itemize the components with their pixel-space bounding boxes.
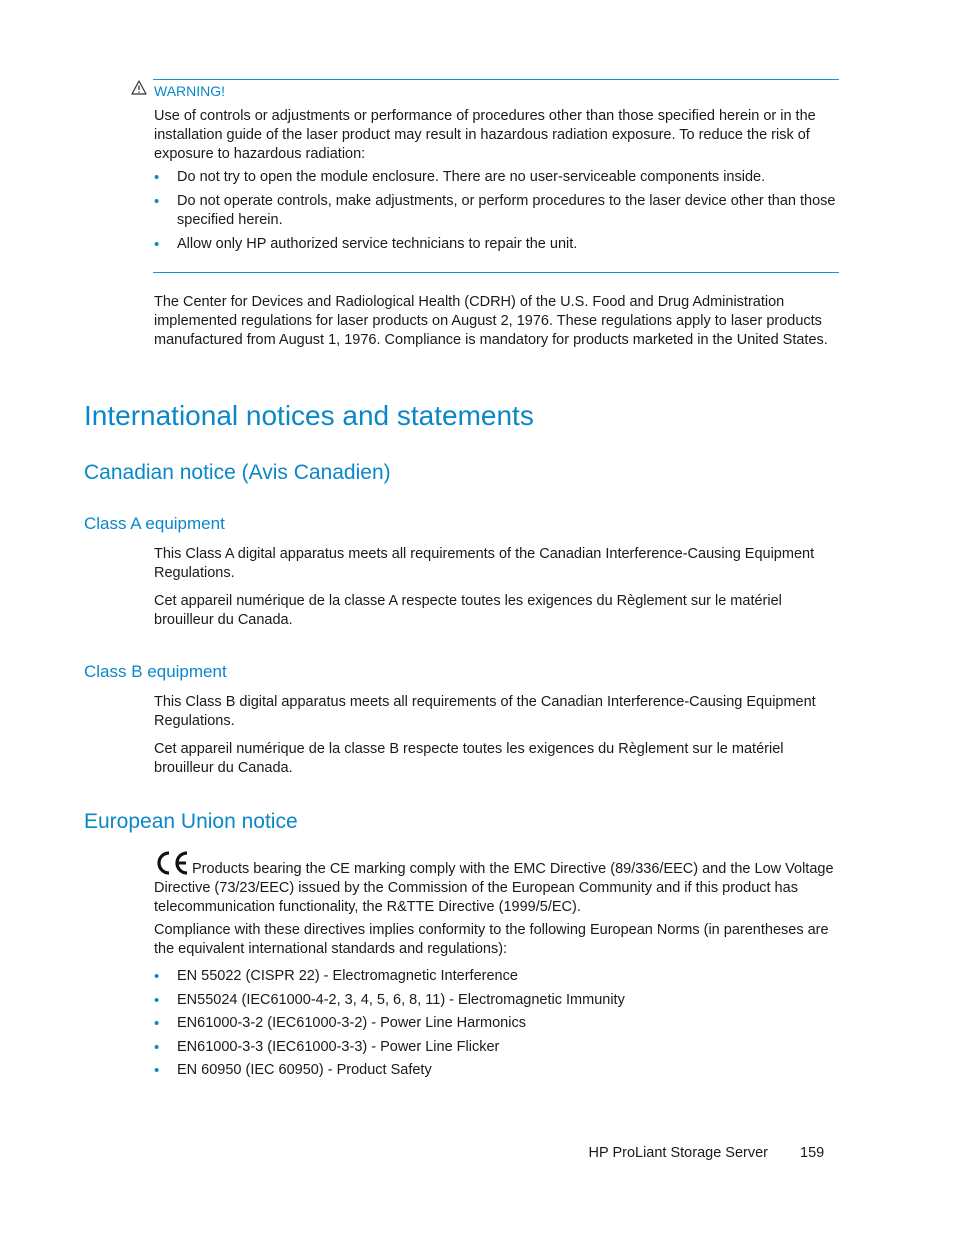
list-item: • Do not try to open the module enclosure. There are no user-serviceable components inside. [154,169,766,186]
bullet-icon: • [154,968,160,985]
class-b-french: Cet appareil numérique de la classe B respecte toutes les exigences du Règlement sur le matériel brouilleur du Canada. [154,741,784,776]
warning-bottom-rule [153,272,839,273]
warning-triangle-icon [131,80,147,95]
class-a-title: Class A equipment [84,514,225,533]
list-item: • Do not operate controls, make adjustments, or perform procedures to the laser device other than those specified herein. [154,193,836,228]
section-title: International notices and statements [84,400,534,431]
list-item: • EN61000-3-2 (IEC61000-3-2) - Power Line Harmonics [154,1015,526,1032]
eu-notice-title: European Union notice [84,810,298,833]
footer-title: HP ProLiant Storage Server [588,1145,768,1161]
warning-bullet-list [154,168,838,254]
list-item: • EN 60950 (IEC 60950) - Product Safety [154,1062,432,1079]
list-item: • EN55024 (IEC61000-4-2, 3, 4, 5, 6, 8, 11) - Electromagnetic Immunity [154,991,625,1009]
list-item: • EN 55022 (CISPR 22) - Electromagnetic Interference [154,968,518,985]
bullet-icon: • [154,169,160,186]
list-item: • EN61000-3-3 (IEC61000-3-3) - Power Line Flicker [154,1038,500,1056]
page-number: 159 [800,1145,825,1161]
ce-mark-icon [154,850,190,876]
bullet-icon: • [154,991,160,1009]
bullet-icon: • [154,193,160,210]
warning-label: WARNING! [154,83,226,99]
bullet-icon: • [154,236,160,253]
compliance-paragraph: Compliance with these directives implies conformity to the following European Norms (in parentheses are the equivalent international standards and regulations): [154,922,829,957]
norms-list [154,967,838,1080]
class-b-title: Class B equipment [84,662,227,681]
bullet-icon: • [154,1038,160,1056]
warning-intro: Use of controls or adjustments or performance of procedures other than those specified herein or in the installation guide of the laser product may result in hazardous radiation exposure. To reduce the risk of exposure to hazardous radiation: [154,108,816,162]
cdrh-paragraph: The Center for Devices and Radiological Health (CDRH) of the U.S. Food and Drug Administration implemented regulations for laser products on August 2, 1976. These regulations apply to laser products manufactured from August 1, 1976. Compliance is mandatory for products marketed in the United States. [154,294,828,348]
ce-paragraph [154,850,838,917]
class-b-english: This Class B digital apparatus meets all requirements of the Canadian Interference-Causing Equipment Regulations. [154,694,816,729]
list-item: • Allow only HP authorized service technicians to repair the unit. [154,236,578,253]
canadian-notice-title: Canadian notice (Avis Canadien) [84,461,391,484]
class-a-english: This Class A digital apparatus meets all requirements of the Canadian Interference-Causing Equipment Regulations. [154,546,815,581]
warning-top-rule [153,79,839,80]
bullet-icon: • [154,1062,160,1079]
ce-paragraph-text: Products bearing the CE marking comply with the EMC Directive (89/336/EEC) and the Low Voltage Directive (73/23/EEC) issued by the Commission of the European Community and if this product has telecommunication functionality, the R&TTE Directive (1999/5/EC). [154,861,834,915]
class-a-french: Cet appareil numérique de la classe A respecte toutes les exigences du Règlement sur le matériel brouilleur du Canada. [154,593,782,628]
bullet-icon: • [154,1015,160,1032]
